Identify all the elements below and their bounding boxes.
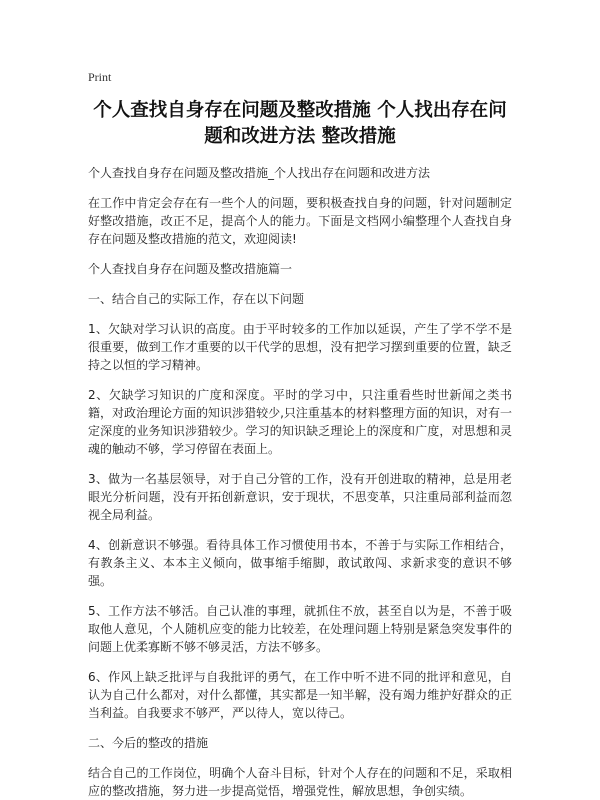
page-title: 个人查找自身存在问题及整改措施 个人找出存在问题和改进方法 整改措施 [93,100,507,147]
part1-heading: 一、结合自己的实际工作，存在以下问题 [88,292,305,306]
print-link[interactable]: Print [88,70,112,84]
part2-heading: 二、今后的整改的措施 [88,736,209,750]
section-title: 个人查找自身存在问题及整改措施篇一 [88,262,293,276]
part2-paragraph: 结合自己的工作岗位，明确个人奋斗目标，针对个人存在的问题和不足，采取相应的整改措施，努力进一步提高觉悟，增强党性，解放思想，争创实绩。 [88,766,512,798]
issue-item-3: 3、做为一名基层领导，对于自己分管的工作，没有开创进取的精神，总是用老眼光分析问题，没有开拓创新意识，安于现状，不思变革，只注重局部利益而忽视全局利益。 [88,472,512,522]
intro-paragraph: 在工作中肯定会存在有一些个人的问题，要积极查找自身的问题，针对问题制定好整改措施，改正不足，提高个人的能力。下面是文档网小编整理个人查找自身存在问题及整改措施的范文，欢迎阅读! [88,196,512,246]
issue-item-6: 6、作风上缺乏批评与自我批评的勇气，在工作中听不进不同的批评和意见，自认为自己什么都对，对什么都懂，其实都是一知半解，没有竭力维护好群众的正当利益。自我要求不够严，严以待人，宽以待己。 [88,670,512,720]
issue-item-5: 5、工作方法不够活。自己认准的事理，就抓住不放，甚至自以为是，不善于吸取他人意见，个人随机应变的能力比较差，在处理问题上特别是紧急突发事件的问题上优柔寡断不够不够灵活，方法不够多。 [88,604,512,654]
subtitle: 个人查找自身存在问题及整改措施_个人找出存在问题和改进方法 [88,166,431,180]
issue-item-2: 2、欠缺学习知识的广度和深度。平时的学习中，只注重看些时世新闻之类书籍，对政治理论方面的知识涉猎较少,只注重基本的材料整理方面的知识，对有一定深度的业务知识涉猎较少。学习的知识缺乏理论上的深度和广度，对思想和灵魂的触动不够，学习停留在表面上。 [88,388,512,456]
issue-item-1: 1、欠缺对学习认识的高度。由于平时较多的工作加以延误，产生了学不学不是很重要，做到工作才重要的以干代学的思想，没有把学习摆到重要的位置，缺乏持之以恒的学习精神。 [88,322,512,372]
issue-item-4: 4、创新意识不够强。看待具体工作习惯使用书本，不善于与实际工作相结合，有教条主义、本本主义倾向，做事缩手缩脚，敢试敢闯、求新求变的意识不够强。 [88,538,512,588]
